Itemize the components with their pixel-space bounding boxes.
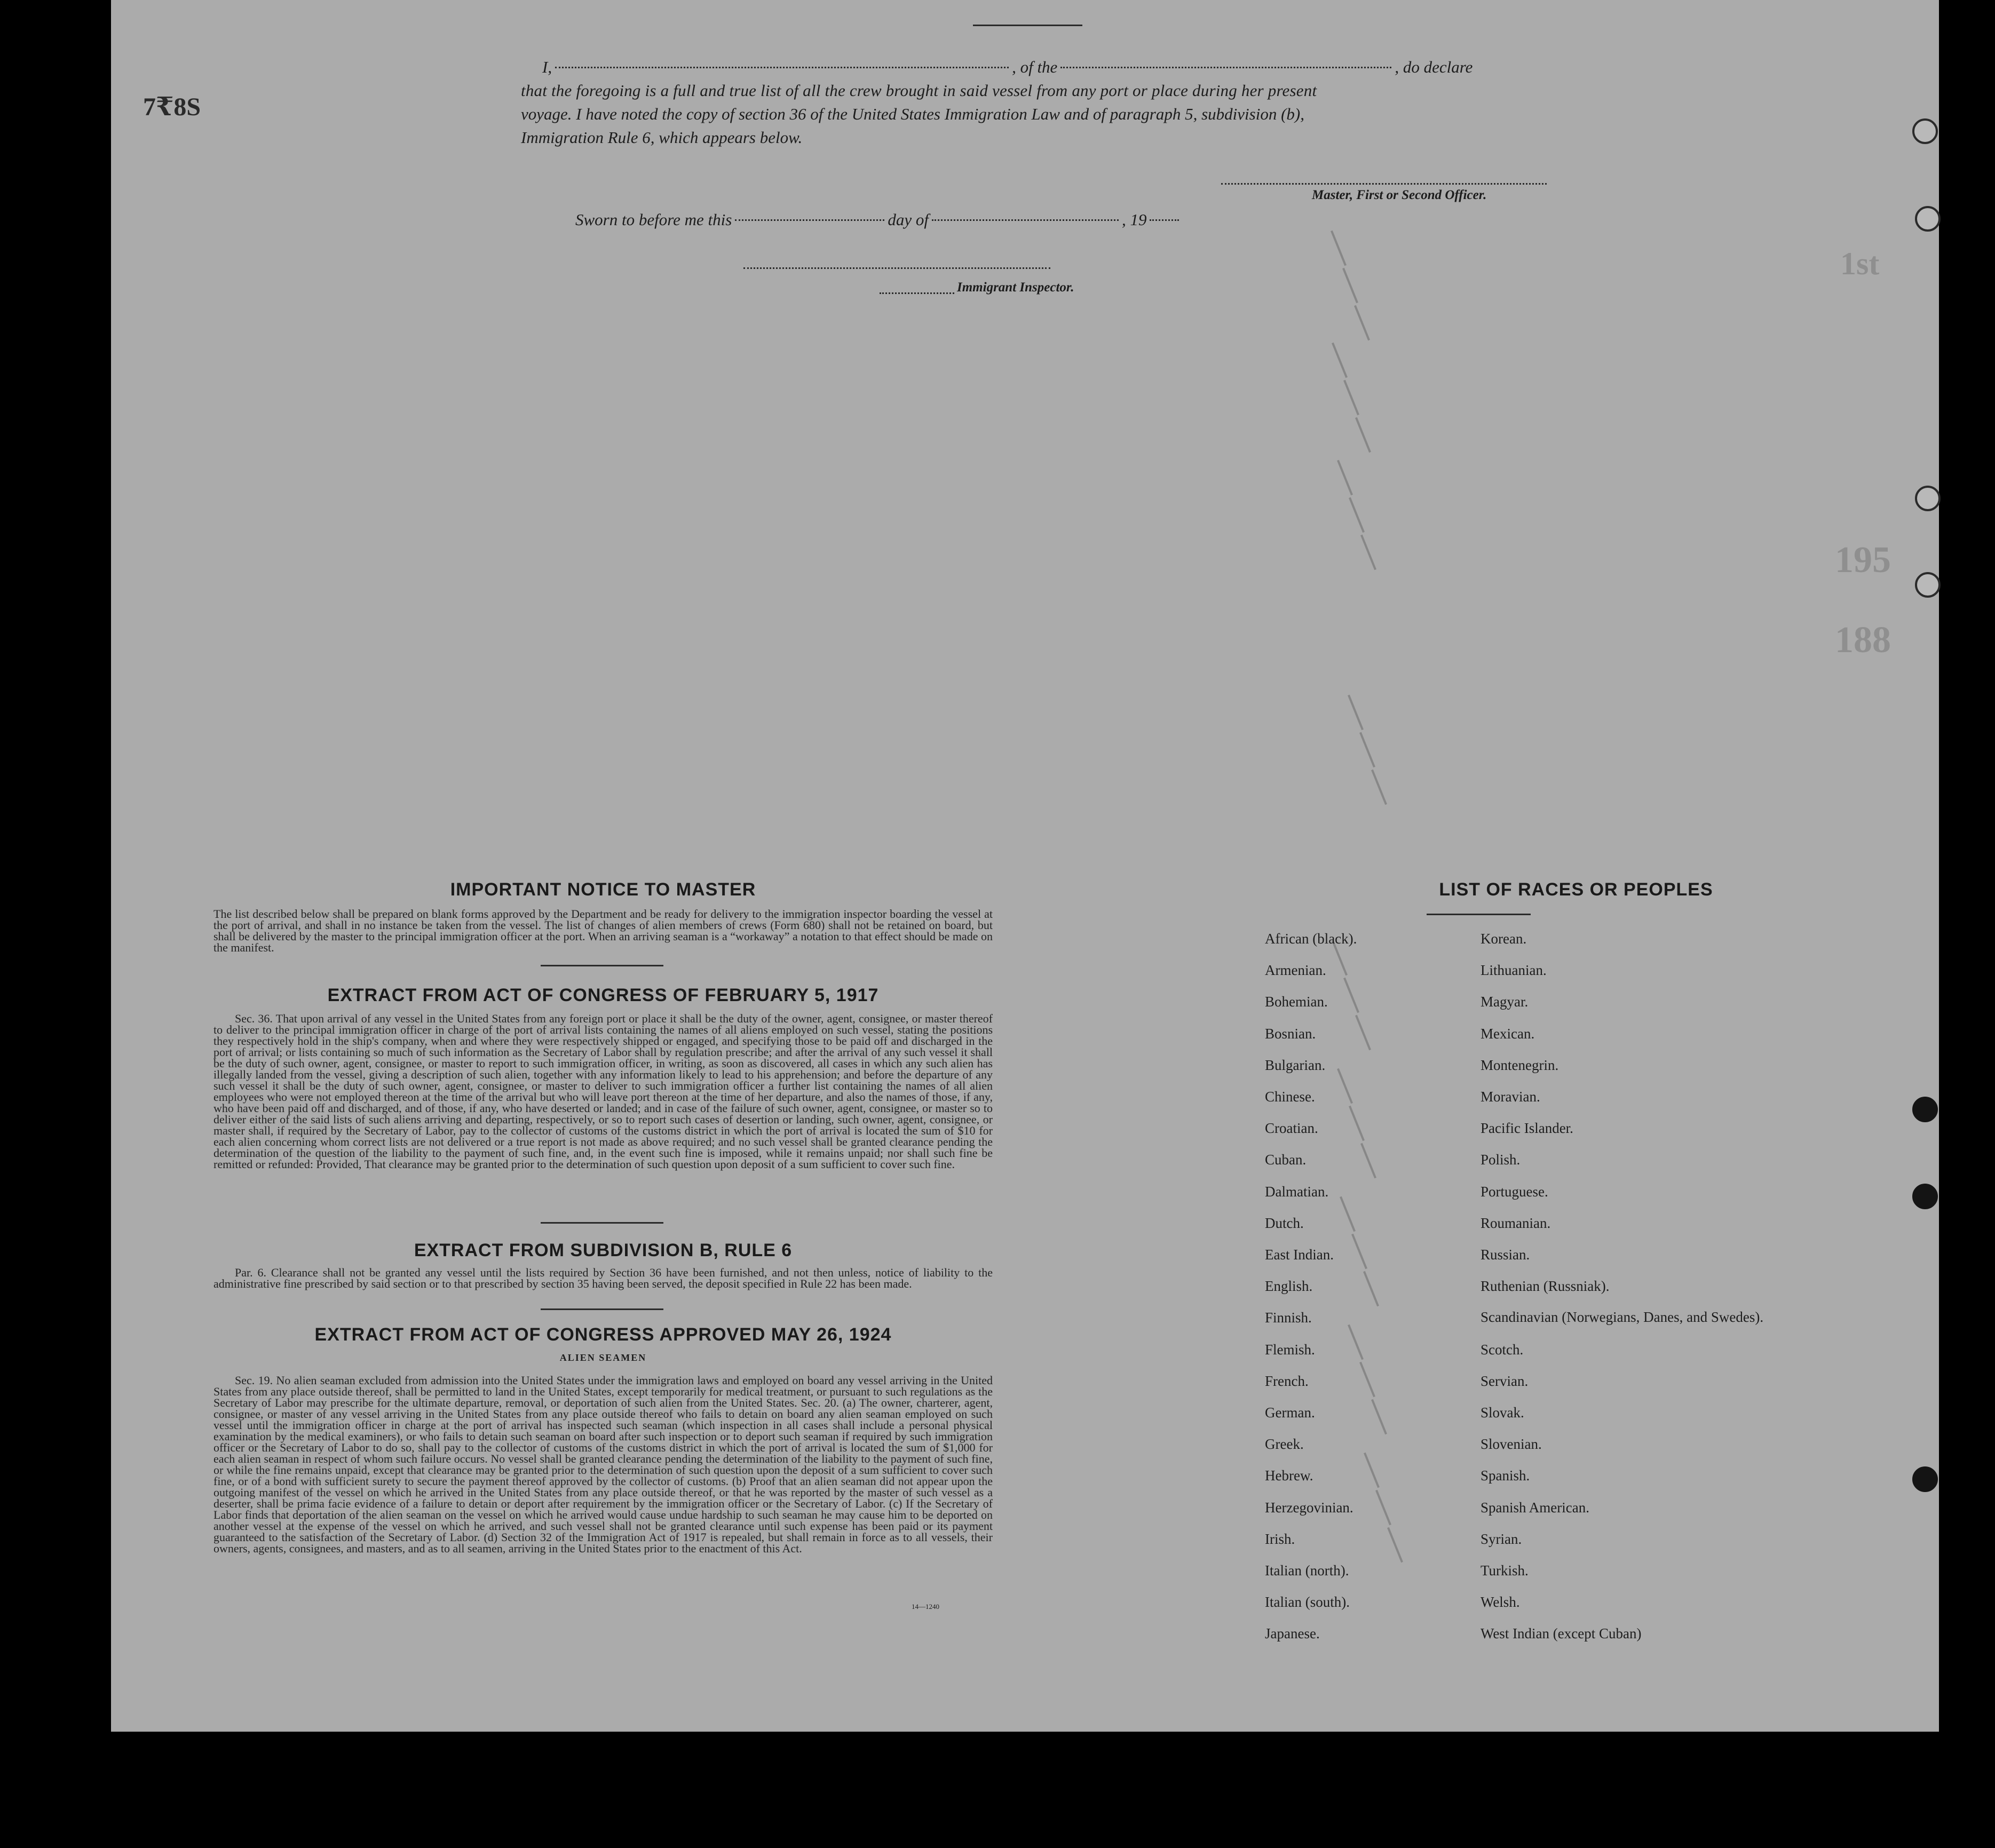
race-item: Bulgarian.	[1265, 1057, 1326, 1073]
race-item: Pacific Islander.	[1481, 1120, 1573, 1137]
race-item: Portuguese.	[1481, 1183, 1548, 1200]
race-item: Ruthenian (Russniak).	[1481, 1278, 1610, 1295]
declarant-name-field[interactable]	[555, 67, 1009, 68]
pencil-stroke	[1354, 305, 1370, 340]
race-item: German.	[1265, 1405, 1315, 1421]
race-item: Greek.	[1265, 1436, 1304, 1453]
inspector-caption: Immigrant Inspector.	[957, 280, 1074, 295]
race-item: French.	[1265, 1373, 1309, 1389]
form-number: 14—1240	[912, 1603, 939, 1611]
race-item: English.	[1265, 1278, 1313, 1295]
inspector-signature-line[interactable]	[743, 267, 1050, 269]
race-item: Montenegrin.	[1481, 1057, 1559, 1073]
top-rule	[973, 25, 1082, 26]
race-item: Russian.	[1481, 1247, 1530, 1263]
punch-hole	[1912, 118, 1938, 144]
declaration-text-line3: Immigration Rule 6, which appears below.	[521, 128, 803, 147]
races-divider	[1427, 914, 1531, 915]
bleed-through-ghost: 188	[1835, 620, 1891, 661]
section-divider	[541, 1222, 663, 1224]
extract-1924-body: Sec. 19. No alien seaman excluded from admission into the United States under the immigration laws and employed on board any vessel arriving in the United States from any place outside thereof, shall be permitted to land in the United States, except temporarily for medical treatment, or pursuant to such regulations as the Secretary of Labor may prescribe for the ultimate departure, removal, or deportation of such alien from the United States. Sec. 20. (a) The owner, charterer, agent, consignee, or master of any vessel arriving in the United States from any place outside thereof who fails to detain on board any alien seaman employed on such vessel until the immigration officer in charge at the port of arrival has inspected such seaman (which inspection in all cases shall include a personal physical examination by the medical examiners), or who fails to detain such seaman on board after such inspection or to deport such seaman if required by such immigration officer or the Secretary of Labor to do so, shall pay to the collector of customs of the customs district in which the port of arrival is located the sum of $1,000 for each alien seaman in respect of whom such failure occurs. No vessel shall be granted clearance pending the determination of the liability to the payment of such fine, or while the fine remains unpaid, except that clearance may be granted prior to the determination of such question upon the deposit of a sum sufficient to cover such fine, or of a bond with sufficient surety to secure the payment thereof approved by the collector of customs. (b) Proof that an alien seaman did not appear upon the outgoing manifest of the vessel on which he arrived in the United States from any place outside thereof, or that he was reported by the master of such vessel as a deserter, shall be prima facie evidence of a failure to detain or deport after requirement by the immigration officer or the Secretary of Labor. (c) If the Secretary of Labor finds that deportation of the alien seaman on the vessel on which he arrived would cause undue hardship to such seaman he may cause him to be deported on another vessel at the expense of the vessel on which he arrived, and such vessel shall not be granted clearance until such expense has been paid or its payment guaranteed to the satisfaction of the Secretary of Labor. (d) Section 32 of the Immigration Act of 1917 is repealed, but shall remain in force as to all vessels, their owners, agents, consignees, and masters, and as to all seamen, arriving in the United States prior to the enactment of this Act.	[213, 1374, 993, 1555]
pencil-stroke	[1342, 268, 1358, 303]
pencil-stroke	[1360, 535, 1376, 570]
race-item: Mexican.	[1481, 1025, 1535, 1042]
race-item: Bohemian.	[1265, 994, 1328, 1010]
pencil-stroke	[1343, 380, 1359, 415]
race-item: Slovenian.	[1481, 1436, 1542, 1453]
race-item: Slovak.	[1481, 1405, 1524, 1421]
race-item: Finnish.	[1265, 1310, 1312, 1326]
race-item: Dalmatian.	[1265, 1183, 1329, 1200]
punch-hole	[1912, 1466, 1938, 1492]
race-item: Spanish.	[1481, 1468, 1530, 1484]
race-item: Hebrew.	[1265, 1468, 1313, 1484]
race-item: Lithuanian.	[1481, 962, 1547, 979]
pencil-stroke	[1371, 770, 1387, 805]
section-divider	[541, 1308, 663, 1310]
declaration	[521, 55, 1663, 149]
inspector-dotted-leader	[880, 292, 954, 294]
extract-1924-title: EXTRACT FROM ACT OF CONGRESS APPROVED MAY 26, 1924	[314, 1324, 892, 1345]
race-item: Moravian.	[1481, 1089, 1540, 1105]
punch-hole	[1912, 1097, 1938, 1122]
extract-1924-subtitle: ALIEN SEAMEN	[559, 1352, 647, 1363]
race-item: Italian (south).	[1265, 1594, 1350, 1611]
of-the-label: , of the	[1012, 58, 1058, 76]
manifest-sheet	[111, 0, 1939, 1732]
extract-rule6-body: Par. 6. Clearance shall not be granted any vessel until the lists required by Section 36 have been furnished, and not then unless, notice of liability to the administrative fine prescribed by said section or to that prescribed by section 35 having been served, the deposit specified in Rule 22 has been made.	[213, 1266, 993, 1290]
master-signature-line[interactable]	[1221, 183, 1547, 185]
race-item: Polish.	[1481, 1152, 1521, 1168]
margin-handwritten-mark: 7₹8S	[143, 93, 201, 121]
race-item: Roumanian.	[1481, 1215, 1551, 1231]
sworn-label: Sworn to before me this	[575, 210, 732, 229]
race-item: Herzegovinian.	[1265, 1499, 1353, 1516]
race-item: Spanish American.	[1481, 1499, 1589, 1516]
race-item: Dutch.	[1265, 1215, 1304, 1231]
year-label: , 19	[1121, 210, 1147, 229]
pencil-stroke	[1355, 417, 1371, 453]
master-caption: Master, First or Second Officer.	[1312, 188, 1487, 202]
races-title: LIST OF RACES OR PEOPLES	[1439, 879, 1713, 900]
race-item: Syrian.	[1481, 1530, 1522, 1547]
sworn-month-field[interactable]	[932, 219, 1119, 221]
sworn-line	[575, 210, 1182, 229]
extract-1917-title: EXTRACT FROM ACT OF CONGRESS OF FEBRUARY 5, 1917	[327, 985, 879, 1005]
day-of-label: day of	[888, 210, 929, 229]
extract-1917-body: Sec. 36. That upon arrival of any vessel in the United States from any foreign port or place it shall be the duty of the owner, agent, consignee, or master thereof to deliver to the principal immigration officer in charge of the port of arrival lists containing the names of all aliens employed on such vessel, stating the positions they respectively hold in the ship's company, when and where they were respectively shipped or engaged, and specifying those to be paid off and discharged in the port of arrival; or lists containing so much of such information as the Secretary of Labor shall by regulation prescribe; and after the arrival of any such vessel it shall be the duty of such owner, agent, consignee, or master to report to such immigration officer, in writing, as soon as discovered, all cases in which any such alien has illegally landed from the vessel, giving a description of such alien, together with any information likely to lead to his apprehension; and before the departure of any such vessel it shall be the duty of such owner, agent, consignee, or master to deliver to such immigration officer a further list containing the names of all alien employees who were not employed thereon at the time of the arrival but who will leave port thereon at the time of her departure, and also the names of those, if any, who have been paid off and discharged, and of those, if any, who have deserted or landed; and in case of the failure of such owner, agent, consignee, or master so to deliver either of the said lists of such aliens arriving and departing, respectively, or so to report such cases of desertion or landing, such owner, agent, consignee, or master shall, if required by the Secretary of Labor, pay to the collector of customs of the customs district in which the port of arrival is located the sum of $10 for each alien concerning whom correct lists are not delivered or a true report is not made as above required; and no such vessel shall be granted clearance pending the determination of the question of the liability to the payment of such fine, and, in the event such fine is imposed, while it remains unpaid; nor shall such fine be remitted or refunded: Provided, That clearance may be granted prior to the determination of such question upon deposit of a sum sufficient to cover such fine.	[213, 1012, 993, 1171]
pencil-stroke	[1359, 732, 1375, 767]
race-item: Bosnian.	[1265, 1025, 1316, 1042]
pencil-stroke	[1348, 695, 1364, 730]
race-item: West Indian (except Cuban)	[1481, 1625, 1642, 1642]
race-item: Chinese.	[1265, 1089, 1315, 1105]
bleed-through-ghost: 1st	[1840, 246, 1880, 281]
race-item: Irish.	[1265, 1530, 1295, 1547]
declaration-text-line1: that the foregoing is a full and true list of all the crew brought in said vessel from any port or place during her present	[521, 81, 1317, 100]
sworn-year-field[interactable]	[1150, 219, 1179, 221]
notice-title: IMPORTANT NOTICE TO MASTER	[450, 879, 756, 900]
race-item: African (black).	[1265, 931, 1357, 947]
section-divider	[541, 965, 663, 966]
race-item: Servian.	[1481, 1373, 1529, 1389]
pencil-stroke	[1332, 343, 1348, 378]
race-item: Cuban.	[1265, 1152, 1307, 1168]
race-item: Japanese.	[1265, 1625, 1320, 1642]
race-item: Magyar.	[1481, 994, 1529, 1010]
race-item: Italian (north).	[1265, 1563, 1349, 1579]
punch-hole	[1912, 1184, 1938, 1209]
race-item: East Indian.	[1265, 1247, 1334, 1263]
pencil-stroke	[1349, 497, 1365, 533]
race-item: Scotch.	[1481, 1341, 1524, 1358]
do-declare-label: , do declare	[1395, 58, 1473, 76]
race-item: Korean.	[1481, 931, 1527, 947]
pencil-stroke	[1337, 460, 1353, 495]
race-item: Flemish.	[1265, 1341, 1315, 1358]
race-item: Croatian.	[1265, 1120, 1318, 1137]
sworn-day-field[interactable]	[735, 219, 884, 221]
punch-hole	[1915, 572, 1941, 598]
declaration-i-label: I,	[542, 58, 552, 76]
race-item: Welsh.	[1481, 1594, 1520, 1611]
race-item: Armenian.	[1265, 962, 1326, 979]
declaration-text-line2: voyage. I have noted the copy of section 36 of the United States Immigration Law and of paragraph 5, subdivision (b),	[521, 105, 1304, 123]
race-item: Turkish.	[1481, 1563, 1529, 1579]
pencil-stroke	[1331, 231, 1347, 266]
bleed-through-ghost: 195	[1835, 540, 1891, 581]
punch-hole	[1915, 486, 1941, 511]
extract-rule6-title: EXTRACT FROM SUBDIVISION B, RULE 6	[414, 1240, 793, 1260]
punch-hole	[1915, 206, 1941, 232]
notice-body: The list described below shall be prepared on blank forms approved by the Department and be ready for delivery to the immigration inspector boarding the vessel at the port of arrival, and shall in no instance be taken from the vessel. The list of changes of alien members of crews (Form 680) shall not be retained on board, but shall be delivered by the master to the principal immigration officer at the port. When an arriving seaman is a “workaway” a notation to that effect should be made on the manifest.	[213, 907, 993, 954]
race-item: Scandinavian (Norwegians, Danes, and Swedes).	[1481, 1309, 1764, 1326]
vessel-name-field[interactable]	[1060, 67, 1391, 68]
